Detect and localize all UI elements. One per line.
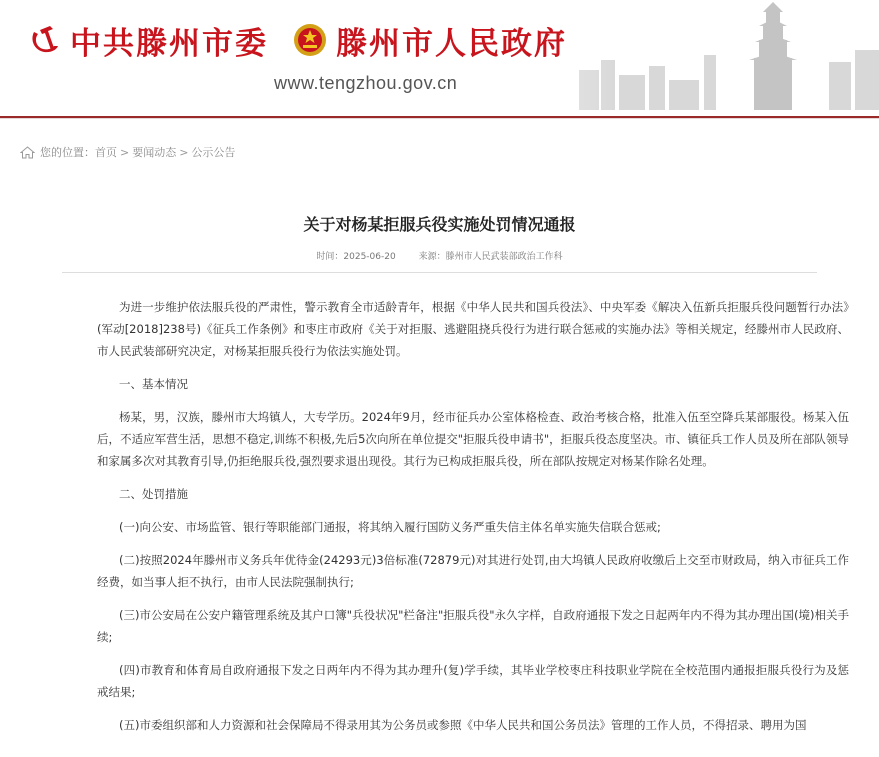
article-body [97, 296, 849, 747]
penalty-item-4: (四)市教育和体育局自政府通报下发之日两年内不得为其办理升(复)学手续，其毕业学校枣庄科技职业学院在全校范围内通报拒服兵役行为及惩戒结果; [97, 663, 849, 699]
site-url: www.tengzhou.gov.cn [274, 73, 458, 93]
breadcrumb-separator: > [120, 145, 130, 159]
intro-paragraph: 为进一步维护依法服兵役的严肃性，警示教育全市适龄青年，根据《中华人民共和国兵役法》、中央军委《解决入伍新兵拒服兵役问题暂行办法》(军动[2018]238号)《征兵工作条例》和枣庄市政府《关于对拒服、逃避阻挠兵役行为进行联合惩戒的实施办法》等相关规定，经滕州市人民政府、市人民武装部研究决定，对杨某拒服兵役行为依法实施处罚。 [97, 300, 849, 358]
section-heading-penalties: 二、处罚措施 [119, 487, 188, 501]
national-emblem-icon [292, 22, 328, 58]
basic-info-paragraph: 杨某，男，汉族，滕州市大坞镇人，大专学历。2024年9月，经市征兵办公室体格检查、政治考核合格，批准入伍至空降兵某部服役。杨某入伍后，不适应军营生活，思想不稳定,训练不积极,先后5次向所在单位提交"拒服兵役申请书"，拒服兵役态度坚决。市、镇征兵工作人员及所在部队领导和家属多次对其教育引导,仍拒绝服兵役,强烈要求退出现役。其行为已构成拒服兵役，所在部队按规定对杨某作除名处理。 [97, 410, 849, 468]
home-icon [20, 146, 35, 159]
party-committee-title: 中共滕州市委 [70, 25, 268, 62]
section-heading-basic-info: 一、基本情况 [119, 377, 188, 391]
government-title: 滕州市人民政府 [336, 25, 567, 62]
publish-time: 时间：2025-06-20 [316, 252, 396, 262]
penalty-item-5: (五)市委组织部和人力资源和社会保障局不得录用其为公务员或参照《中华人民共和国公务员法》管理的工作人员，不得招录、聘用为国 [119, 718, 807, 732]
article-title: 关于对杨某拒服兵役实施处罚情况通报 [303, 215, 576, 234]
breadcrumb-prefix: 您的位置： [40, 146, 95, 159]
party-emblem-icon [26, 22, 62, 58]
penalty-item-2: (二)按照2024年滕州市义务兵年优待金(24293元)3倍标准(72879元)对其进行处罚,由大坞镇人民政府收缴后上交至市财政局，纳入市征兵工作经费，如当事人拒不执行，由市人民法院强制执行; [97, 553, 849, 589]
penalty-item-1: (一)向公安、市场监管、银行等职能部门通报，将其纳入履行国防义务严重失信主体名单实施失信联合惩戒; [119, 520, 661, 534]
breadcrumb [20, 142, 235, 162]
site-header [0, 0, 879, 110]
breadcrumb-item-news[interactable]: 要闻动态 [132, 146, 177, 159]
penalty-item-3: (三)市公安局在公安户籍管理系统及其户口簿"兵役状况"栏备注"拒服兵役"永久字样，自政府通报下发之日起两年内不得为其办理出国(境)相关手续; [97, 608, 849, 644]
meta-divider [62, 272, 817, 273]
article-source: 来源：滕州市人民武装部政治工作科 [418, 252, 563, 262]
breadcrumb-item-home[interactable]: 首页 [95, 146, 117, 159]
site-brand[interactable] [26, 18, 567, 62]
breadcrumb-separator: > [179, 145, 189, 159]
article-meta [0, 249, 879, 262]
breadcrumb-item-announcements[interactable]: 公示公告 [191, 146, 236, 159]
header-divider-light [0, 118, 879, 119]
